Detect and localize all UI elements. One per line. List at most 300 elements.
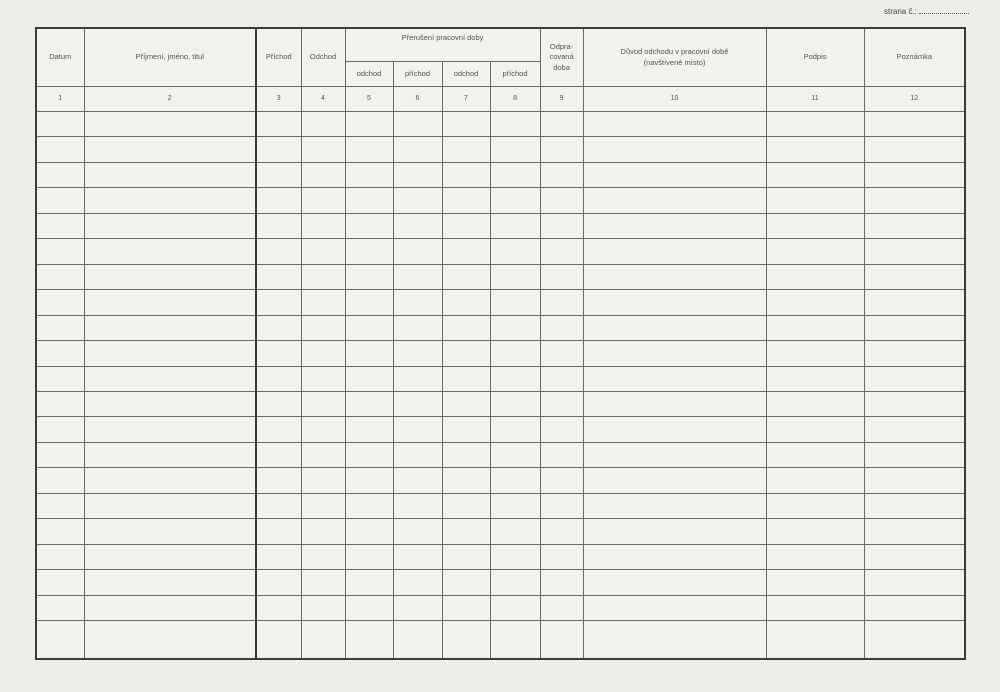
form-entry-cell[interactable] [84,595,256,620]
form-entry-cell[interactable] [256,442,301,467]
form-entry-cell[interactable] [393,137,442,162]
form-entry-cell[interactable] [345,519,393,544]
form-entry-cell[interactable] [301,213,345,238]
form-entry-cell[interactable] [540,213,583,238]
form-entry-cell[interactable] [84,315,256,340]
form-entry-cell[interactable] [442,366,490,391]
form-entry-cell[interactable] [442,621,490,659]
form-entry-cell[interactable] [583,621,766,659]
form-entry-cell[interactable] [583,341,766,366]
form-entry-cell[interactable] [766,544,864,569]
form-entry-cell[interactable] [84,264,256,289]
form-entry-row [36,188,965,213]
form-entry-cell[interactable] [36,493,84,518]
form-entry-cell[interactable] [583,417,766,442]
form-entry-row [36,519,965,544]
form-entry-row [36,570,965,595]
form-entry-cell[interactable] [442,417,490,442]
form-entry-cell[interactable] [256,391,301,416]
form-entry-cell[interactable] [84,544,256,569]
form-entry-cell[interactable] [583,315,766,340]
form-entry-cell[interactable] [36,213,84,238]
form-entry-cell[interactable] [583,544,766,569]
header-preruseni-prichod: příchod [490,62,540,87]
form-entry-cell[interactable] [36,468,84,493]
form-entry-cell[interactable] [442,188,490,213]
form-entry-cell[interactable] [393,595,442,620]
form-entry-cell[interactable] [36,519,84,544]
form-entry-cell[interactable] [583,188,766,213]
form-entry-cell[interactable] [84,570,256,595]
form-entry-cell[interactable] [864,417,965,442]
form-entry-cell[interactable] [36,264,84,289]
form-entry-cell[interactable] [301,112,345,137]
form-entry-cell[interactable] [442,519,490,544]
form-entry-cell[interactable] [84,188,256,213]
form-entry-cell[interactable] [345,493,393,518]
form-entry-cell[interactable] [540,290,583,315]
form-entry-cell[interactable] [766,290,864,315]
form-entry-cell[interactable] [36,239,84,264]
form-entry-cell[interactable] [301,341,345,366]
form-entry-cell[interactable] [84,493,256,518]
form-entry-cell[interactable] [540,264,583,289]
form-entry-cell[interactable] [442,112,490,137]
form-entry-cell[interactable] [301,239,345,264]
form-entry-row [36,468,965,493]
form-entry-cell[interactable] [256,519,301,544]
form-entry-cell[interactable] [345,570,393,595]
page-number-text: strana č.: [884,7,917,16]
form-entry-cell[interactable] [256,290,301,315]
form-entry-row [36,621,965,659]
form-entry-cell[interactable] [864,570,965,595]
form-entry-cell[interactable] [766,493,864,518]
form-entry-cell[interactable] [256,621,301,659]
form-entry-cell[interactable] [36,544,84,569]
form-entry-cell[interactable] [345,391,393,416]
form-entry-row [36,366,965,391]
form-entry-cell[interactable] [864,366,965,391]
form-entry-row [36,341,965,366]
form-entry-cell[interactable] [490,519,540,544]
header-odpracovana-line3: doba [553,62,570,72]
form-entry-cell[interactable] [301,315,345,340]
form-entry-cell[interactable] [442,264,490,289]
form-entry-cell[interactable] [583,112,766,137]
form-entry-cell[interactable] [256,213,301,238]
form-entry-cell[interactable] [84,621,256,659]
form-entry-cell[interactable] [442,315,490,340]
form-entry-cell[interactable] [442,341,490,366]
form-entry-cell[interactable] [766,315,864,340]
form-entry-cell[interactable] [301,417,345,442]
form-entry-row [36,595,965,620]
form-entry-cell[interactable] [36,570,84,595]
form-entry-cell[interactable] [540,570,583,595]
form-entry-cell[interactable] [345,621,393,659]
form-entry-cell[interactable] [256,595,301,620]
form-entry-cell[interactable] [864,315,965,340]
form-entry-cell[interactable] [256,112,301,137]
form-entry-cell[interactable] [256,188,301,213]
column-number: 4 [301,87,345,112]
form-entry-cell[interactable] [583,595,766,620]
form-entry-cell[interactable] [583,213,766,238]
form-entry-cell[interactable] [393,544,442,569]
form-entry-cell[interactable] [490,621,540,659]
form-entry-cell[interactable] [301,442,345,467]
form-entry-cell[interactable] [864,519,965,544]
form-entry-cell[interactable] [256,493,301,518]
form-entry-cell[interactable] [36,391,84,416]
form-entry-cell[interactable] [540,493,583,518]
form-entry-cell[interactable] [84,417,256,442]
form-entry-cell[interactable] [345,544,393,569]
form-entry-cell[interactable] [864,391,965,416]
form-entry-cell[interactable] [540,366,583,391]
form-entry-cell[interactable] [345,315,393,340]
form-entry-cell[interactable] [256,239,301,264]
form-entry-cell[interactable] [490,112,540,137]
form-entry-cell[interactable] [393,519,442,544]
form-entry-cell[interactable] [393,468,442,493]
form-entry-cell[interactable] [490,570,540,595]
form-entry-cell[interactable] [583,239,766,264]
form-entry-row [36,417,965,442]
form-entry-cell[interactable] [84,442,256,467]
form-entry-cell[interactable] [490,493,540,518]
column-number: 10 [583,87,766,112]
header-podpis: Podpis [766,28,864,87]
form-entry-cell[interactable] [583,137,766,162]
form-entry-cell[interactable] [301,264,345,289]
form-entry-cell[interactable] [256,366,301,391]
form-entry-cell[interactable] [540,391,583,416]
form-entry-cell[interactable] [84,239,256,264]
form-entry-cell[interactable] [766,162,864,187]
form-entry-cell[interactable] [490,595,540,620]
form-entry-cell[interactable] [442,137,490,162]
form-entry-cell[interactable] [766,341,864,366]
form-entry-cell[interactable] [864,468,965,493]
form-entry-cell[interactable] [766,188,864,213]
form-entry-cell[interactable] [583,570,766,595]
form-entry-cell[interactable] [540,112,583,137]
form-entry-row [36,290,965,315]
form-entry-cell[interactable] [301,570,345,595]
form-entry-cell[interactable] [766,595,864,620]
form-entry-cell[interactable] [583,442,766,467]
form-entry-cell[interactable] [490,417,540,442]
form-entry-cell[interactable] [345,341,393,366]
header-duvod-line1: Důvod odchodu v pracovní době [620,47,729,57]
form-entry-cell[interactable] [490,239,540,264]
form-entry-cell[interactable] [490,442,540,467]
form-entry-cell[interactable] [256,417,301,442]
form-entry-cell[interactable] [766,442,864,467]
form-entry-cell[interactable] [36,188,84,213]
form-entry-cell[interactable] [345,595,393,620]
form-entry-rows [36,112,965,660]
form-entry-cell[interactable] [256,315,301,340]
form-entry-cell[interactable] [301,137,345,162]
form-entry-cell[interactable] [490,137,540,162]
form-entry-cell[interactable] [864,213,965,238]
form-entry-cell[interactable] [583,519,766,544]
form-entry-cell[interactable] [345,213,393,238]
form-entry-cell[interactable] [490,188,540,213]
form-entry-cell[interactable] [442,239,490,264]
form-entry-cell[interactable] [864,493,965,518]
form-entry-cell[interactable] [84,366,256,391]
form-entry-cell[interactable] [301,188,345,213]
form-entry-cell[interactable] [301,391,345,416]
form-entry-cell[interactable] [864,290,965,315]
form-entry-cell[interactable] [766,417,864,442]
header-odpracovana-line1: Odpra- [549,42,574,52]
attendance-form-table [35,27,966,660]
form-entry-cell[interactable] [583,366,766,391]
form-entry-cell[interactable] [393,341,442,366]
form-entry-cell[interactable] [766,264,864,289]
form-entry-cell[interactable] [36,112,84,137]
form-entry-cell[interactable] [540,341,583,366]
column-number: 7 [442,87,490,112]
form-entry-cell[interactable] [540,137,583,162]
form-entry-cell[interactable] [301,595,345,620]
form-entry-cell[interactable] [345,239,393,264]
form-entry-cell[interactable] [864,442,965,467]
form-entry-cell[interactable] [490,290,540,315]
header-duvod-line2: (navštívené místo) [643,57,706,67]
form-entry-cell[interactable] [864,264,965,289]
form-entry-cell[interactable] [540,239,583,264]
form-entry-cell[interactable] [393,570,442,595]
header-odpracovana-line2: covaná [549,52,574,62]
form-entry-cell[interactable] [84,137,256,162]
form-entry-cell[interactable] [540,315,583,340]
column-number: 12 [864,87,965,112]
form-entry-cell[interactable] [36,137,84,162]
form-entry-cell[interactable] [442,468,490,493]
form-entry-cell[interactable] [301,493,345,518]
form-entry-cell[interactable] [540,417,583,442]
form-entry-cell[interactable] [345,366,393,391]
form-entry-cell[interactable] [540,188,583,213]
form-entry-cell[interactable] [766,366,864,391]
form-entry-row [36,137,965,162]
column-number: 9 [540,87,583,112]
form-entry-cell[interactable] [345,468,393,493]
form-entry-cell[interactable] [583,264,766,289]
form-entry-cell[interactable] [766,213,864,238]
form-entry-cell[interactable] [256,264,301,289]
form-entry-cell[interactable] [442,595,490,620]
form-entry-cell[interactable] [393,239,442,264]
form-entry-cell[interactable] [301,621,345,659]
form-entry-cell[interactable] [301,162,345,187]
header-name: Příjmení, jméno, titul [84,28,256,87]
form-entry-cell[interactable] [393,391,442,416]
form-entry-cell[interactable] [490,341,540,366]
form-entry-cell[interactable] [36,162,84,187]
form-entry-cell[interactable] [84,112,256,137]
form-entry-cell[interactable] [345,290,393,315]
form-entry-cell[interactable] [583,493,766,518]
form-entry-cell[interactable] [256,162,301,187]
form-entry-cell[interactable] [540,621,583,659]
form-entry-cell[interactable] [36,341,84,366]
form-entry-cell[interactable] [393,366,442,391]
form-entry-cell[interactable] [393,493,442,518]
form-entry-cell[interactable] [864,595,965,620]
header-duvod-odchodu [583,28,766,87]
form-entry-cell[interactable] [540,595,583,620]
form-entry-cell[interactable] [864,621,965,659]
form-entry-cell[interactable] [256,341,301,366]
form-entry-cell[interactable] [36,621,84,659]
form-entry-cell[interactable] [766,391,864,416]
form-entry-cell[interactable] [36,290,84,315]
form-entry-cell[interactable] [540,544,583,569]
form-entry-cell[interactable] [490,366,540,391]
column-number: 11 [766,87,864,112]
form-entry-cell[interactable] [345,188,393,213]
form-entry-cell[interactable] [442,493,490,518]
form-entry-row [36,239,965,264]
form-entry-cell[interactable] [84,213,256,238]
form-entry-cell[interactable] [583,468,766,493]
form-entry-row [36,213,965,238]
form-entry-cell[interactable] [442,442,490,467]
form-entry-cell[interactable] [766,519,864,544]
form-entry-cell[interactable] [864,239,965,264]
form-entry-cell[interactable] [442,162,490,187]
form-entry-cell[interactable] [442,570,490,595]
form-entry-cell[interactable] [766,468,864,493]
page-number-blank[interactable] [919,13,969,14]
form-entry-cell[interactable] [84,468,256,493]
form-entry-cell[interactable] [345,162,393,187]
column-number: 5 [345,87,393,112]
header-datum: Datum [36,28,84,87]
form-entry-cell[interactable] [256,137,301,162]
form-entry-cell[interactable] [766,137,864,162]
form-entry-cell[interactable] [301,290,345,315]
form-entry-cell[interactable] [540,468,583,493]
form-entry-cell[interactable] [393,213,442,238]
form-entry-cell[interactable] [84,391,256,416]
form-entry-cell[interactable] [393,621,442,659]
form-entry-cell[interactable] [583,391,766,416]
form-entry-cell[interactable] [84,341,256,366]
form-entry-cell[interactable] [864,544,965,569]
form-entry-cell[interactable] [540,442,583,467]
form-entry-cell[interactable] [84,162,256,187]
form-entry-cell[interactable] [84,519,256,544]
form-entry-cell[interactable] [393,264,442,289]
page-number-label [884,7,969,16]
form-entry-cell[interactable] [345,442,393,467]
form-entry-cell[interactable] [345,137,393,162]
form-entry-cell[interactable] [540,162,583,187]
form-entry-cell[interactable] [490,315,540,340]
form-entry-cell[interactable] [256,468,301,493]
form-entry-cell[interactable] [766,621,864,659]
form-entry-cell[interactable] [84,290,256,315]
form-entry-cell[interactable] [36,417,84,442]
form-entry-cell[interactable] [393,290,442,315]
form-entry-cell[interactable] [345,264,393,289]
form-entry-cell[interactable] [490,162,540,187]
header-prichod: Příchod [256,28,301,87]
form-entry-cell[interactable] [393,112,442,137]
form-entry-cell[interactable] [36,315,84,340]
form-entry-cell[interactable] [393,442,442,467]
form-entry-cell[interactable] [301,544,345,569]
form-entry-row [36,442,965,467]
form-entry-cell[interactable] [345,112,393,137]
form-entry-cell[interactable] [301,468,345,493]
form-entry-cell[interactable] [345,417,393,442]
form-entry-cell[interactable] [393,188,442,213]
header-preruseni-odchod: odchod [345,62,393,87]
form-entry-cell[interactable] [256,544,301,569]
form-entry-cell[interactable] [36,366,84,391]
column-number: 1 [36,87,84,112]
form-entry-cell[interactable] [766,112,864,137]
form-entry-cell[interactable] [442,544,490,569]
form-entry-cell[interactable] [490,264,540,289]
form-entry-cell[interactable] [583,162,766,187]
form-entry-cell[interactable] [766,570,864,595]
form-entry-cell[interactable] [490,213,540,238]
header-poznamka: Poznámka [864,28,965,87]
form-entry-cell[interactable] [864,112,965,137]
column-number: 6 [393,87,442,112]
header-preruseni-prichod: příchod [393,62,442,87]
column-number: 2 [84,87,256,112]
form-entry-cell[interactable] [393,162,442,187]
form-entry-cell[interactable] [36,442,84,467]
header-preruseni-odchod: odchod [442,62,490,87]
form-entry-cell[interactable] [442,290,490,315]
form-entry-cell[interactable] [864,341,965,366]
form-entry-row [36,315,965,340]
column-number: 8 [490,87,540,112]
form-entry-cell[interactable] [490,544,540,569]
form-entry-cell[interactable] [490,468,540,493]
form-entry-cell[interactable] [393,315,442,340]
form-entry-cell[interactable] [864,188,965,213]
form-entry-cell[interactable] [442,391,490,416]
header-preruseni: Přerušení pracovní doby [345,28,540,62]
form-entry-cell[interactable] [864,162,965,187]
form-entry-cell[interactable] [442,213,490,238]
form-entry-cell[interactable] [583,290,766,315]
form-entry-cell[interactable] [490,391,540,416]
form-entry-cell[interactable] [540,519,583,544]
form-entry-cell[interactable] [864,137,965,162]
form-entry-cell[interactable] [256,570,301,595]
form-entry-cell[interactable] [393,417,442,442]
column-number-row [36,87,965,112]
form-entry-cell[interactable] [766,239,864,264]
form-entry-cell[interactable] [301,519,345,544]
form-entry-cell[interactable] [36,595,84,620]
form-entry-cell[interactable] [301,366,345,391]
